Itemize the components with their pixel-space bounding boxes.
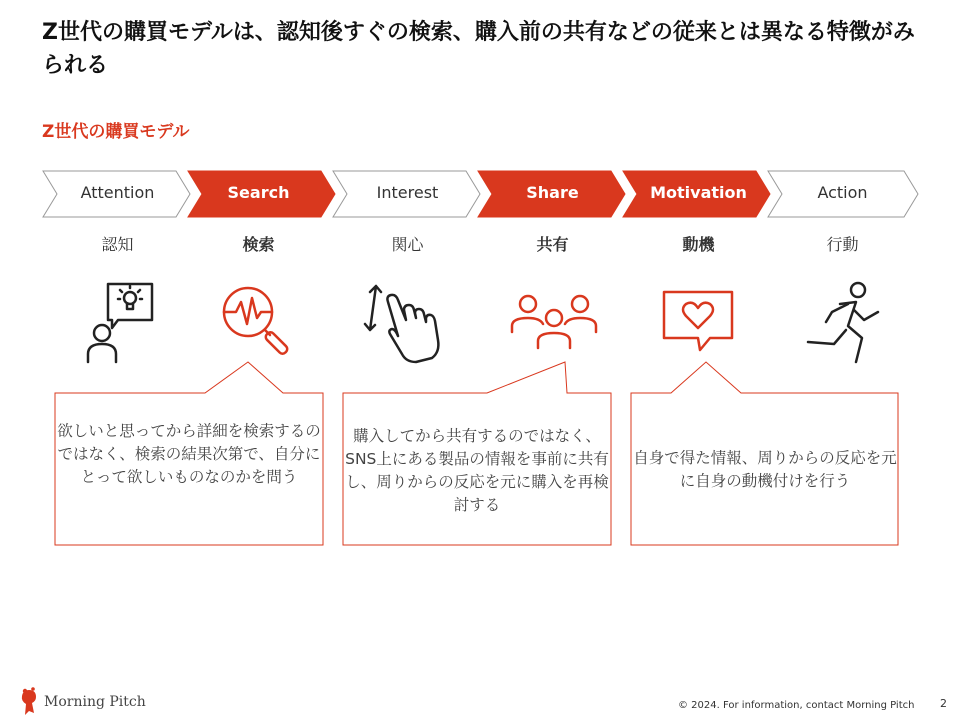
- stage-label-action: Action: [817, 183, 868, 202]
- footer-copyright: © 2024. For information, contact Morning Pitch: [678, 700, 915, 711]
- stage-label-share: Share: [526, 183, 579, 202]
- stage-jp-motivation: 動機: [682, 235, 715, 254]
- page-number: 2: [940, 697, 947, 710]
- stage-jp-attention: 認知: [101, 235, 134, 254]
- page-title: Z世代の購買モデルは、認知後すぐの検索、購入前の共有などの従来とは異なる特徴がみられる: [42, 20, 915, 78]
- stage-label-motivation: Motivation: [650, 183, 747, 202]
- running-person-icon: [792, 278, 892, 368]
- idea-person-icon: [72, 278, 172, 368]
- people-group-icon: [504, 278, 604, 368]
- note-share: 購入してから共有するのではなく、SNS上にある製品の情報を事前に共有し、周りからの反応を元に購入を再検討する: [345, 427, 609, 514]
- morning-pitch-logo-icon: [18, 686, 40, 716]
- stage-jp-interest: 関心: [391, 235, 424, 254]
- note-motivation: 自身で得た情報、周りからの反応を元に自身の動機付けを行う: [633, 449, 897, 490]
- swipe-hand-icon: [356, 278, 456, 368]
- note-search: 欲しいと思ってから詳細を検索するのではなく、検索の結果次第で、自分にとって欲しいものなのかを問う: [57, 422, 321, 486]
- search-pulse-icon: [210, 278, 310, 368]
- stage-label-attention: Attention: [80, 183, 155, 202]
- stage-label-interest: Interest: [376, 183, 439, 202]
- stage-jp-share: 共有: [536, 235, 569, 254]
- section-subtitle: Z世代の購買モデル: [42, 122, 190, 142]
- stage-jp-action: 行動: [826, 235, 859, 254]
- logo-text: Morning Pitch: [44, 694, 146, 710]
- heart-message-icon: [648, 278, 748, 368]
- stage-label-search: Search: [227, 183, 290, 202]
- stage-jp-search: 検索: [242, 235, 275, 254]
